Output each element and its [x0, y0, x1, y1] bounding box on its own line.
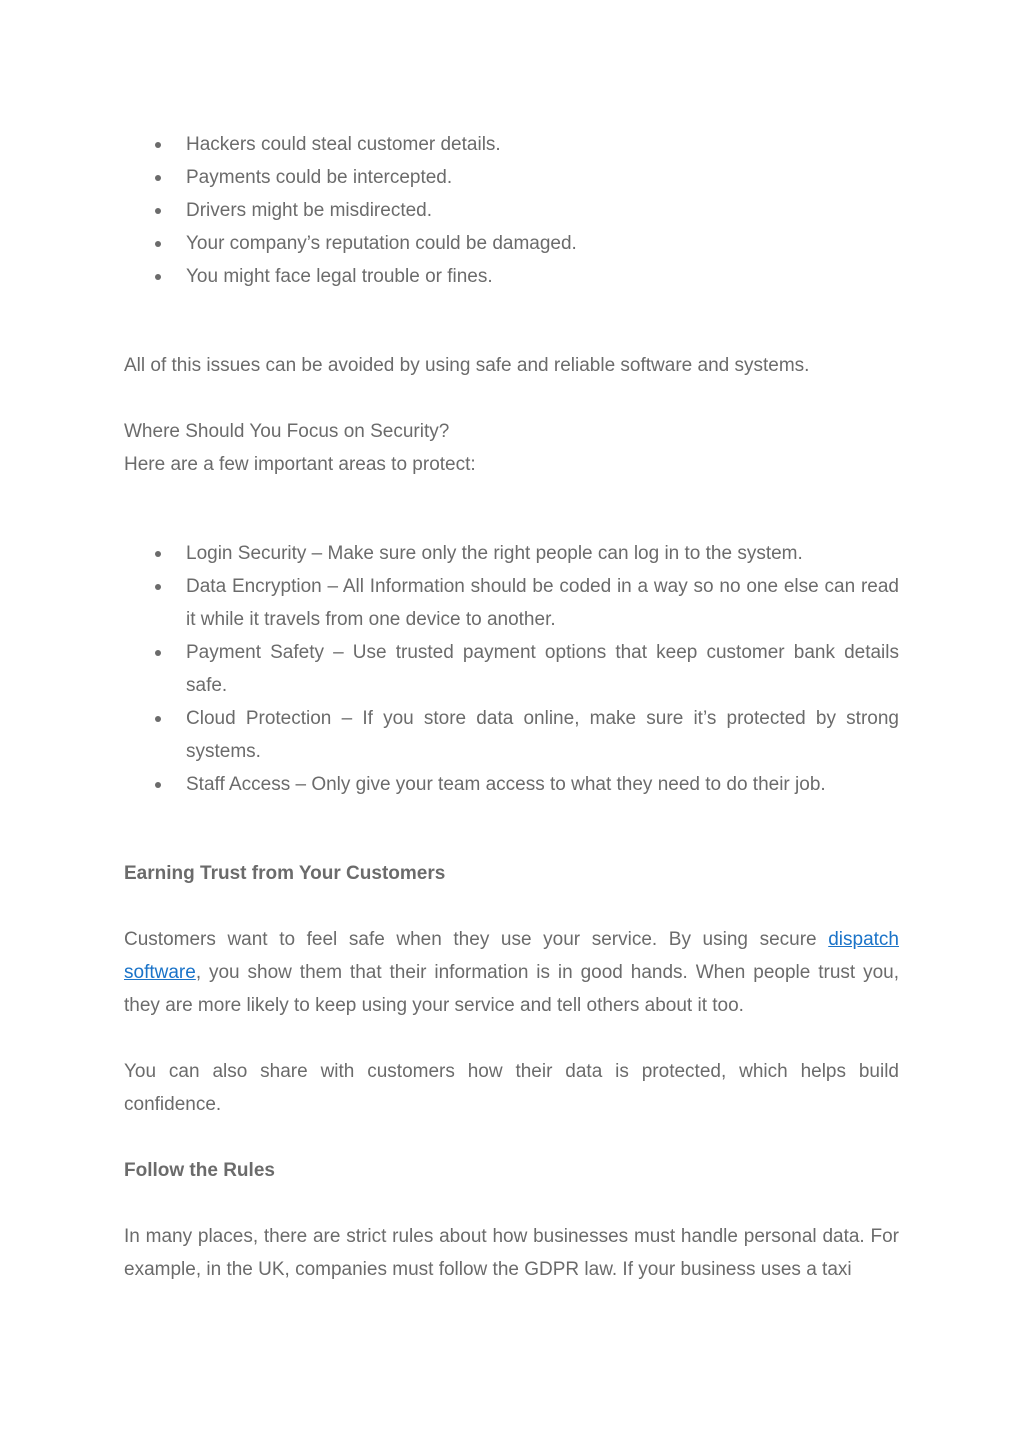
heading-earning-trust: Earning Trust from Your Customers — [124, 863, 446, 884]
list-item: Payments could be intercepted. — [186, 161, 899, 194]
bullet-icon — [155, 274, 161, 280]
bullet-icon — [155, 650, 161, 656]
security-areas-list — [124, 537, 899, 801]
list-item: Cloud Protection – If you store data online, make sure it’s protected by strong systems. — [186, 702, 899, 768]
risk-list — [124, 128, 899, 293]
heading-follow-rules: Follow the Rules — [124, 1160, 275, 1181]
issues-paragraph: All of this issues can be avoided by using safe and reliable software and systems. — [124, 355, 810, 376]
rules-paragraph: In many places, there are strict rules about how businesses must handle personal data. For example, in the UK, companies must follow the GDPR law. If your business uses a taxi — [124, 1226, 899, 1280]
bullet-icon — [155, 175, 161, 181]
share-paragraph: You can also share with customers how their data is protected, which helps build confidence. — [124, 1061, 899, 1115]
list-item: Hackers could steal customer details. — [186, 128, 899, 161]
focus-question: Where Should You Focus on Security? — [124, 421, 450, 442]
list-item: Your company’s reputation could be damaged. — [186, 227, 899, 260]
focus-intro: Here are a few important areas to protect: — [124, 454, 476, 475]
list-item: Payment Safety – Use trusted payment options that keep customer bank details safe. — [186, 636, 899, 702]
bullet-icon — [155, 782, 161, 788]
list-item: Staff Access – Only give your team access to what they need to do their job. — [186, 768, 899, 801]
dispatch-software-link[interactable]: dispatch software — [124, 929, 899, 983]
trust-paragraph: Customers want to feel safe when they use your service. By using secure dispatch software, you show them that their information is in good hands. When people trust you, they are more likely to keep using your service and tell others about it too. — [124, 929, 899, 1016]
bullet-icon — [155, 208, 161, 214]
bullet-icon — [155, 584, 161, 590]
bullet-icon — [155, 241, 161, 247]
list-item: Drivers might be misdirected. — [186, 194, 899, 227]
list-item: Login Security – Make sure only the right people can log in to the system. — [186, 537, 899, 570]
bullet-icon — [155, 716, 161, 722]
list-item: You might face legal trouble or fines. — [186, 260, 899, 293]
document-page — [124, 128, 899, 1286]
bullet-icon — [155, 551, 161, 557]
list-item: Data Encryption – All Information should be coded in a way so no one else can read it while it travels from one device to another. — [186, 570, 899, 636]
bullet-icon — [155, 142, 161, 148]
